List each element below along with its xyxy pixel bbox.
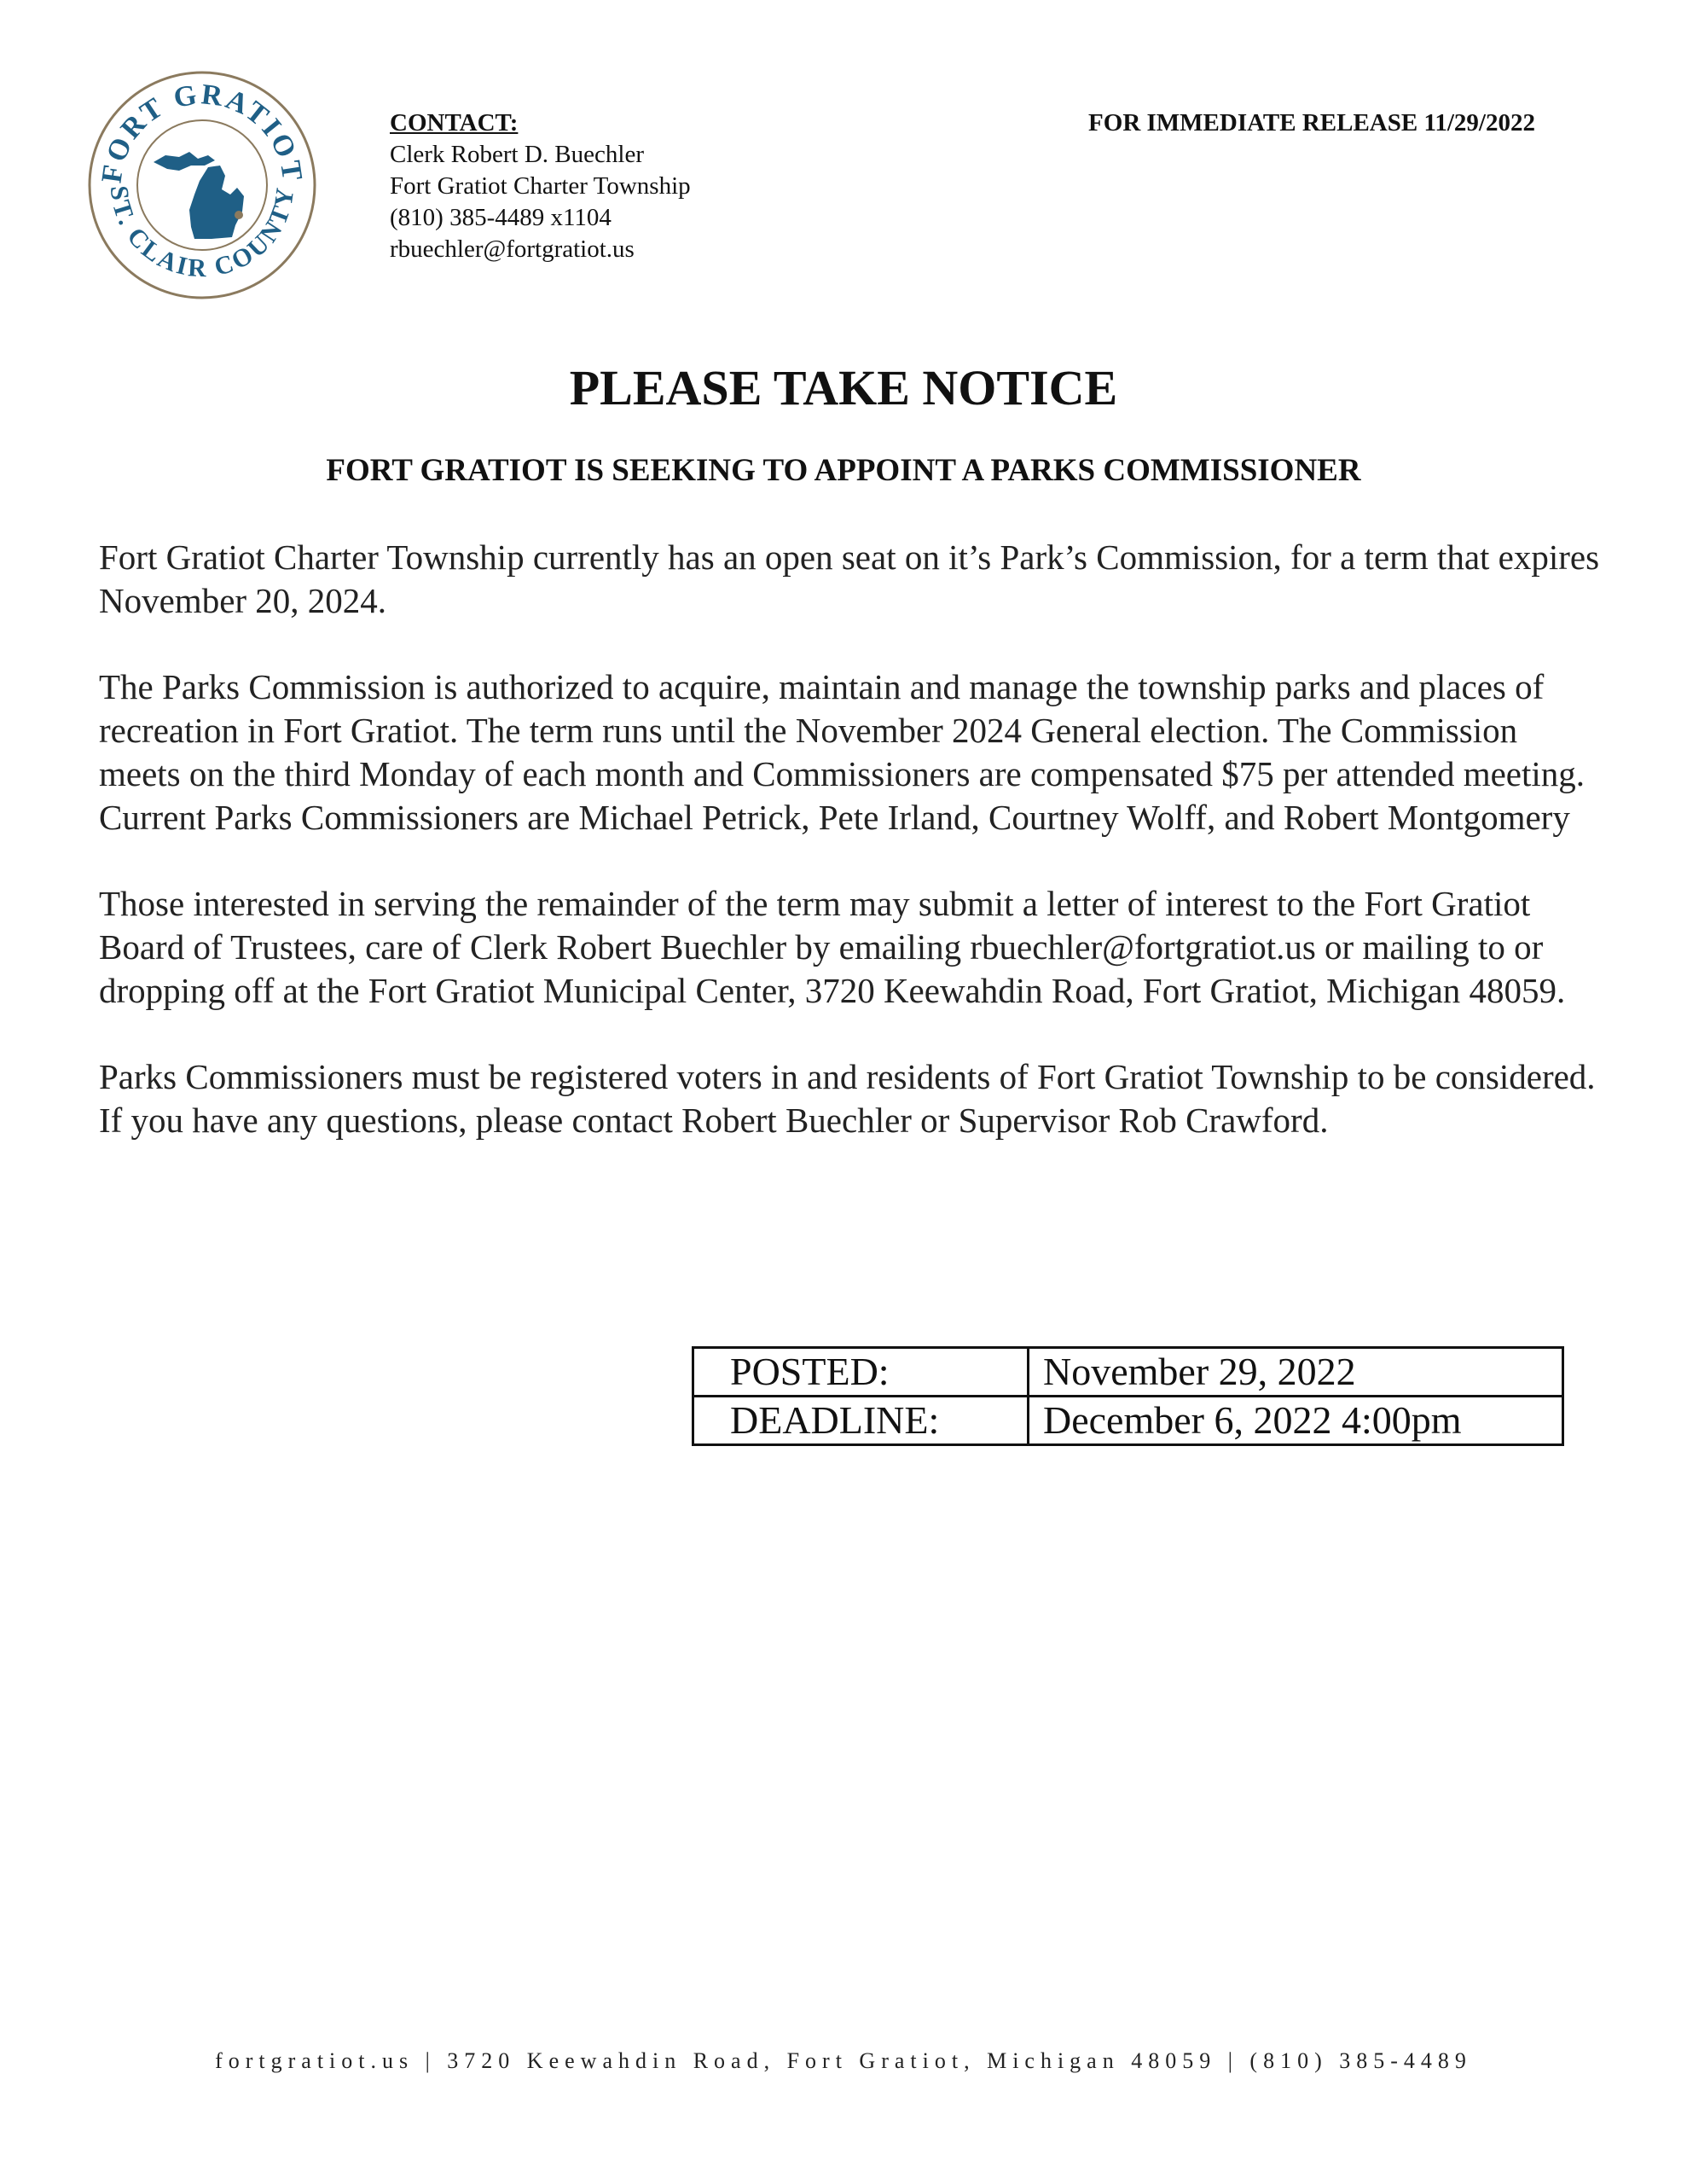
page-title: PLEASE TAKE NOTICE [569, 360, 1118, 415]
deadline-label: DEADLINE: [693, 1397, 1029, 1445]
contact-name: Clerk Robert D. Buechler [390, 141, 644, 168]
contact-heading: CONTACT: [390, 109, 519, 136]
seal-graphic [87, 70, 317, 300]
release-date-line: FOR IMMEDIATE RELEASE 11/29/2022 [1088, 109, 1535, 136]
posted-value: November 29, 2022 [1029, 1348, 1563, 1397]
dates-table [692, 1346, 1564, 1446]
seal-bottom-text: ST. CLAIR COUNTY [104, 183, 300, 283]
page-footer: fortgratiot.us | 3720 Keewahdin Road, Fort Gratiot, Michigan 48059 | (810) 385-4489 [215, 2048, 1472, 2073]
table-row [693, 1348, 1563, 1397]
notice-body [99, 536, 1600, 1185]
body-paragraph: Those interested in serving the remainder of the term may submit a letter of interest to the Fort Gratiot Board of Trustees, care of Clerk Robert Buechler by emailing rbuechler@fortgratiot.us or mailing to or dropping off at the Fort Gratiot Municipal Center, 3720 Keewahdin Road, Fort Gratiot, Michigan 48059. [99, 884, 1566, 1010]
contact-block [390, 107, 691, 265]
table-row [693, 1397, 1563, 1445]
contact-email: rbuechler@fortgratiot.us [390, 235, 635, 263]
contact-phone: (810) 385-4489 x1104 [390, 204, 612, 231]
township-seal-logo [87, 70, 317, 300]
contact-organization: Fort Gratiot Charter Township [390, 172, 691, 200]
seal-top-text: FORT GRATIOT [96, 78, 309, 185]
body-paragraph: Fort Gratiot Charter Township currently has an open seat on it’s Park’s Commission, for a term that expires November 20, 2024. [99, 537, 1600, 620]
posted-label: POSTED: [693, 1348, 1029, 1397]
michigan-map-icon [154, 152, 244, 239]
page-subtitle: FORT GRATIOT IS SEEKING TO APPOINT A PARKS COMMISSIONER [326, 453, 1361, 488]
body-paragraph: The Parks Commission is authorized to acquire, maintain and manage the township parks and places of recreation in Fort Gratiot. The term runs until the November 2024 General election. The Commission meets on the third Monday of each month and Commissioners are compensated $75 per attended meeting. Current Parks Commissioners are Michael Petrick, Pete Irland, Courtney Wolff, and Robert Montgomery [99, 667, 1586, 837]
body-paragraph: Parks Commissioners must be registered voters in and residents of Fort Gratiot Township to be considered. If you have any questions, please contact Robert Buechler or Supervisor Rob Crawford. [99, 1057, 1596, 1140]
deadline-value: December 6, 2022 4:00pm [1029, 1397, 1563, 1445]
